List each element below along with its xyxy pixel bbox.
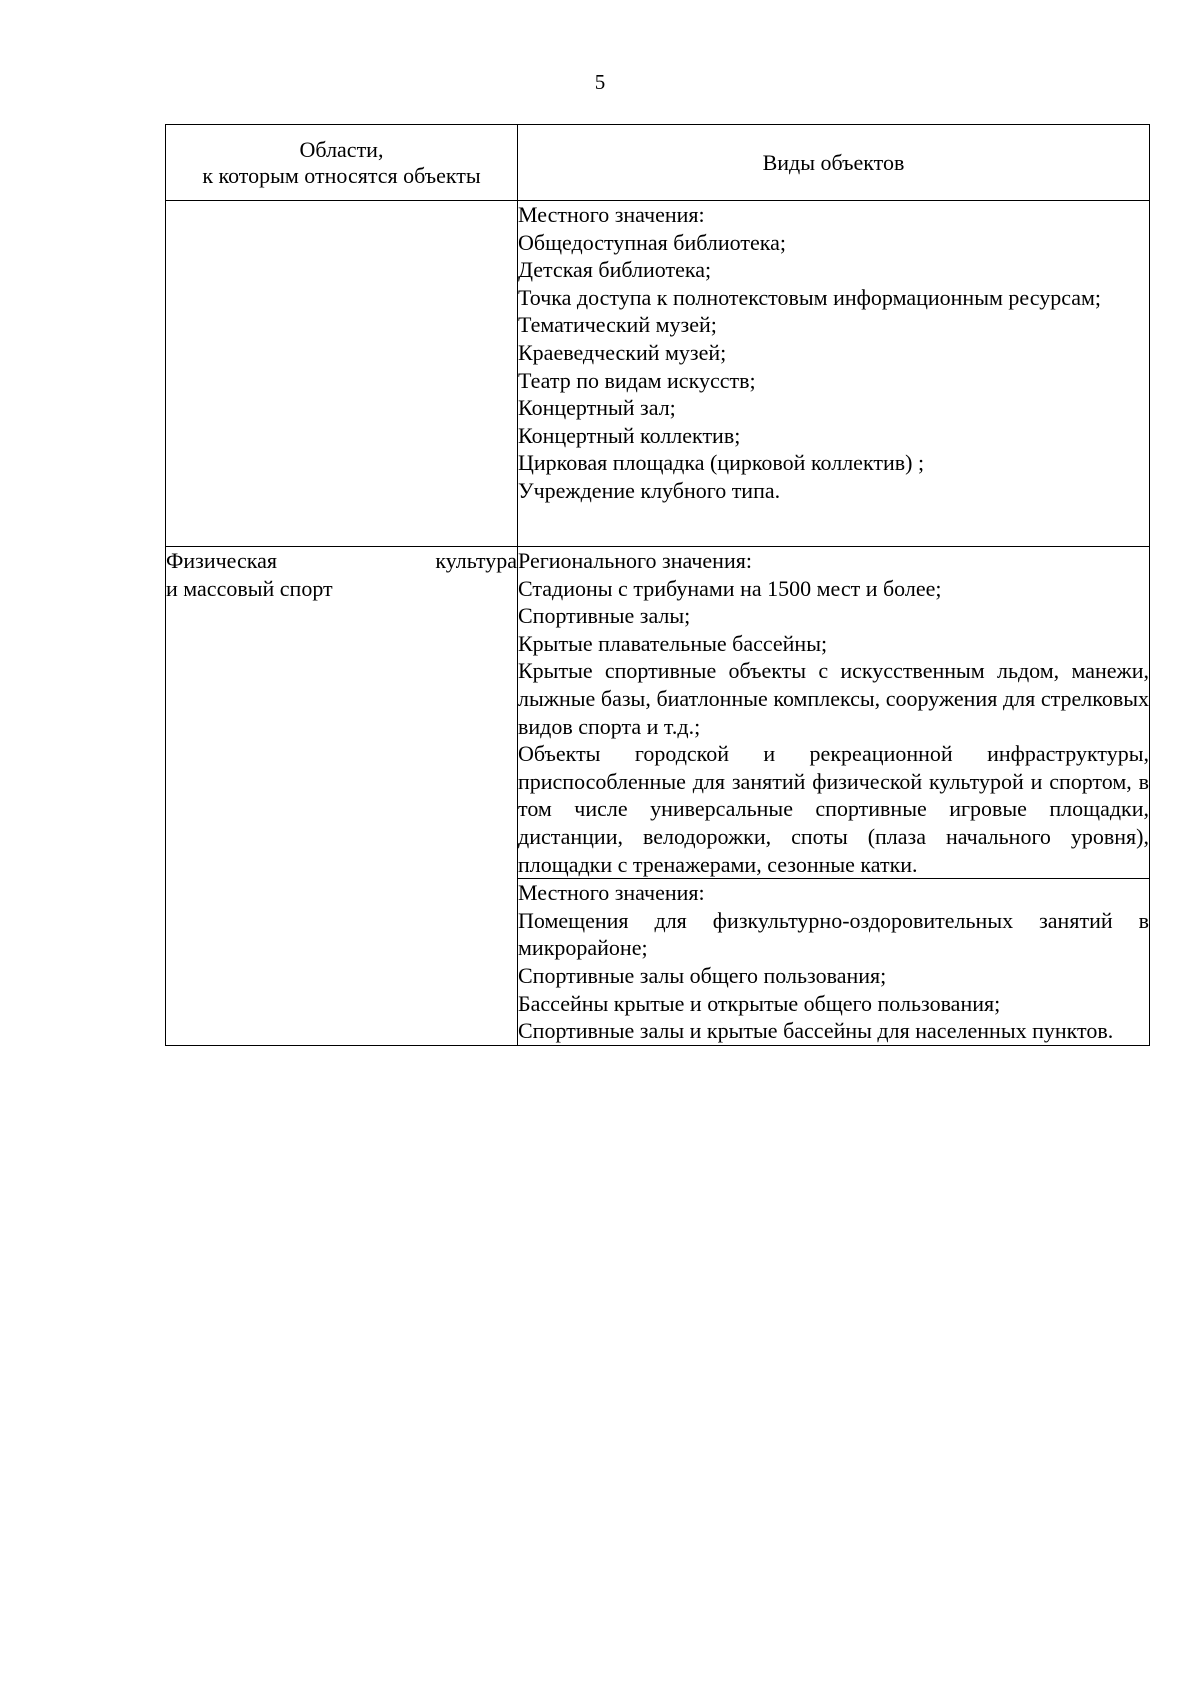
kinds-list-item: Спортивные залы общего пользования; [518,962,887,988]
kinds-list-item: Бассейны крытые и открытые общего пользования; [518,990,1001,1016]
kinds-cell-local-sport [518,879,1150,1046]
kinds-list-item: Театр по видам искусств; [518,367,756,393]
kinds-list-item: Спортивные залы и крытые бассейны для населенных пунктов. [518,1018,1114,1044]
kinds-list-item: Помещения для физкультурно-оздоровительных занятий в микрорайоне; [518,907,1149,961]
kinds-list-item: Стадионы с трибунами на 1500 мест и более; [518,575,942,601]
area-cell-first-line [166,547,517,575]
header-areas-line1: Области, [299,136,384,162]
kinds-list [518,547,1149,878]
kinds-list-item: Концертный зал; [518,395,676,421]
area-cell-second-line: и массовый спорт [166,575,333,601]
objects-table [165,124,1150,1046]
kinds-list-item: Учреждение клубного типа. [518,477,781,503]
kinds-list-item: Тематический музей; [518,312,717,338]
kinds-cell-local-culture [518,201,1150,547]
kinds-list-item: Объекты городской и рекреационной инфраструктуры, приспособленные для занятий физической культурой и спортом, в том числе универсальные спортивные игровые площадки, дистанции, велодорожки, споты (плаза начального уровня), площадки с тренажерами, сезонные катки. [518,741,1149,877]
kinds-list-item: Крытые плавательные бассейны; [518,630,828,656]
header-kinds-label: Виды объектов [762,149,905,175]
table-row [166,547,1150,879]
area-cell-physical-culture [166,547,518,1046]
area-word: культура [435,548,517,573]
kinds-list-item: Детская библиотека; [518,257,712,283]
header-areas-line2: к которым относятся объекты [202,162,481,188]
kinds-list-item: Цирковая площадка (цирковой коллектив) ; [518,450,925,476]
header-areas [166,125,518,201]
kinds-cell-regional-sport [518,547,1150,879]
kinds-list-item: Концертный коллектив; [518,422,741,448]
kinds-list-item: Спортивные залы; [518,603,691,629]
kinds-list-item: Местного значения: [518,202,705,227]
kinds-list-item: Общедоступная библиотека; [518,229,786,255]
table-row [166,201,1150,547]
area-word: Физическая [166,548,277,573]
kinds-list [518,879,1149,1045]
page-number: 5 [594,70,606,94]
kinds-list-item: Краеведческий музей; [518,339,727,365]
kinds-list-item: Крытые спортивные объекты с искусственным льдом, манежи, лыжные базы, биатлонные комплексы, сооружения для стрелковых видов спорта и т.д.; [518,658,1149,739]
header-kinds [518,125,1150,201]
table-header-row [166,125,1150,201]
area-cell-culture-continued [166,201,518,547]
kinds-list [518,201,1149,505]
kinds-list-item: Точка доступа к полнотекстовым информационным ресурсам; [518,284,1102,310]
kinds-list-item: Регионального значения: [518,548,752,573]
kinds-list-item: Местного значения: [518,880,705,906]
